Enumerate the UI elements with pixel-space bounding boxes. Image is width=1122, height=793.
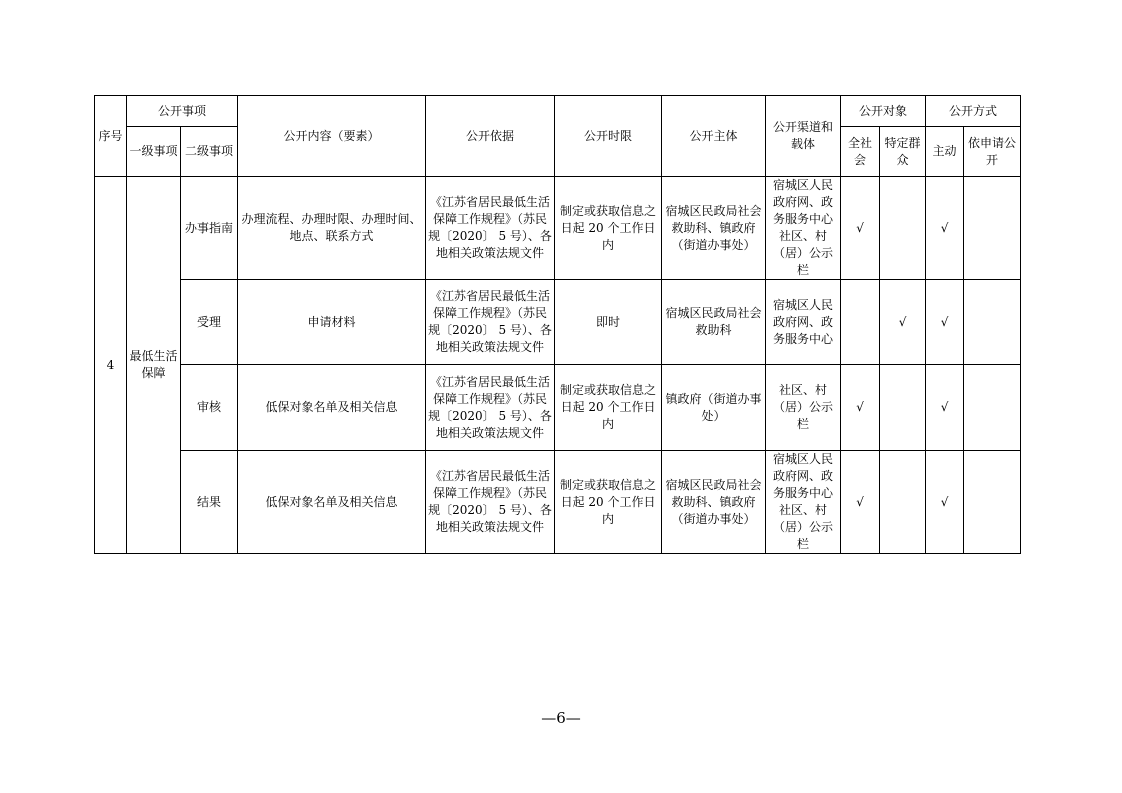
target-all-check: √	[841, 451, 880, 554]
header-seq: 序号	[95, 96, 127, 177]
subject-cell: 宿城区民政局社会救助科	[662, 280, 766, 365]
disclosure-table	[94, 95, 1021, 554]
level2-cell: 结果	[181, 451, 238, 554]
level1-cell: 最低生活保障	[127, 177, 181, 554]
target-special-check: √	[880, 280, 926, 365]
method-active-check: √	[926, 177, 964, 280]
header-content: 公开内容（要素）	[238, 96, 426, 177]
time-limit-cell: 制定或获取信息之日起 20 个工作日内	[555, 177, 662, 280]
header-basis: 公开依据	[426, 96, 555, 177]
header-method-request: 依申请公开	[964, 127, 1021, 177]
table-row	[95, 451, 1021, 554]
method-request-check	[964, 451, 1021, 554]
basis-cell: 《江苏省居民最低生活保障工作规程》（苏民规〔2020〕 5 号）、各地相关政策法规文件	[426, 280, 555, 365]
header-method-group: 公开方式	[926, 96, 1021, 127]
header-subject: 公开主体	[662, 96, 766, 177]
target-special-check	[880, 177, 926, 280]
level2-cell: 审核	[181, 365, 238, 451]
header-target-all: 全社会	[841, 127, 880, 177]
content-cell: 办理流程、办理时限、办理时间、地点、联系方式	[238, 177, 426, 280]
header-time-limit: 公开时限	[555, 96, 662, 177]
level2-cell: 办事指南	[181, 177, 238, 280]
basis-cell: 《江苏省居民最低生活保障工作规程》（苏民规〔2020〕 5 号）、各地相关政策法规文件	[426, 177, 555, 280]
basis-cell: 《江苏省居民最低生活保障工作规程》（苏民规〔2020〕 5 号）、各地相关政策法规文件	[426, 451, 555, 554]
table-row	[95, 365, 1021, 451]
header-row-1	[95, 96, 1021, 127]
method-active-check: √	[926, 280, 964, 365]
header-level2: 二级事项	[181, 127, 238, 177]
time-limit-cell: 即时	[555, 280, 662, 365]
level2-cell: 受理	[181, 280, 238, 365]
subject-cell: 宿城区民政局社会救助科、镇政府（街道办事处）	[662, 177, 766, 280]
method-request-check	[964, 280, 1021, 365]
target-all-check	[841, 280, 880, 365]
content-cell: 低保对象名单及相关信息	[238, 365, 426, 451]
method-active-check: √	[926, 451, 964, 554]
content-cell: 申请材料	[238, 280, 426, 365]
header-target-special: 特定群众	[880, 127, 926, 177]
table-row	[95, 280, 1021, 365]
page-number: —6—	[541, 709, 581, 727]
channel-cell: 宿城区人民政府网、政务服务中心	[766, 280, 841, 365]
time-limit-cell: 制定或获取信息之日起 20 个工作日内	[555, 451, 662, 554]
header-items-group: 公开事项	[127, 96, 238, 127]
method-active-check: √	[926, 365, 964, 451]
content-cell: 低保对象名单及相关信息	[238, 451, 426, 554]
header-target-group: 公开对象	[841, 96, 926, 127]
basis-cell: 《江苏省居民最低生活保障工作规程》（苏民规〔2020〕 5 号）、各地相关政策法规文件	[426, 365, 555, 451]
subject-cell: 镇政府（街道办事处）	[662, 365, 766, 451]
header-channel: 公开渠道和载体	[766, 96, 841, 177]
target-special-check	[880, 451, 926, 554]
method-request-check	[964, 177, 1021, 280]
subject-cell: 宿城区民政局社会救助科、镇政府（街道办事处）	[662, 451, 766, 554]
method-request-check	[964, 365, 1021, 451]
channel-cell: 社区、村（居）公示栏	[766, 365, 841, 451]
channel-cell: 宿城区人民政府网、政务服务中心社区、村（居）公示栏	[766, 451, 841, 554]
target-all-check: √	[841, 365, 880, 451]
time-limit-cell: 制定或获取信息之日起 20 个工作日内	[555, 365, 662, 451]
seq-cell: 4	[95, 177, 127, 554]
target-special-check	[880, 365, 926, 451]
header-level1: 一级事项	[127, 127, 181, 177]
table-row	[95, 177, 1021, 280]
header-method-active: 主动	[926, 127, 964, 177]
channel-cell: 宿城区人民政府网、政务服务中心社区、村（居）公示栏	[766, 177, 841, 280]
target-all-check: √	[841, 177, 880, 280]
